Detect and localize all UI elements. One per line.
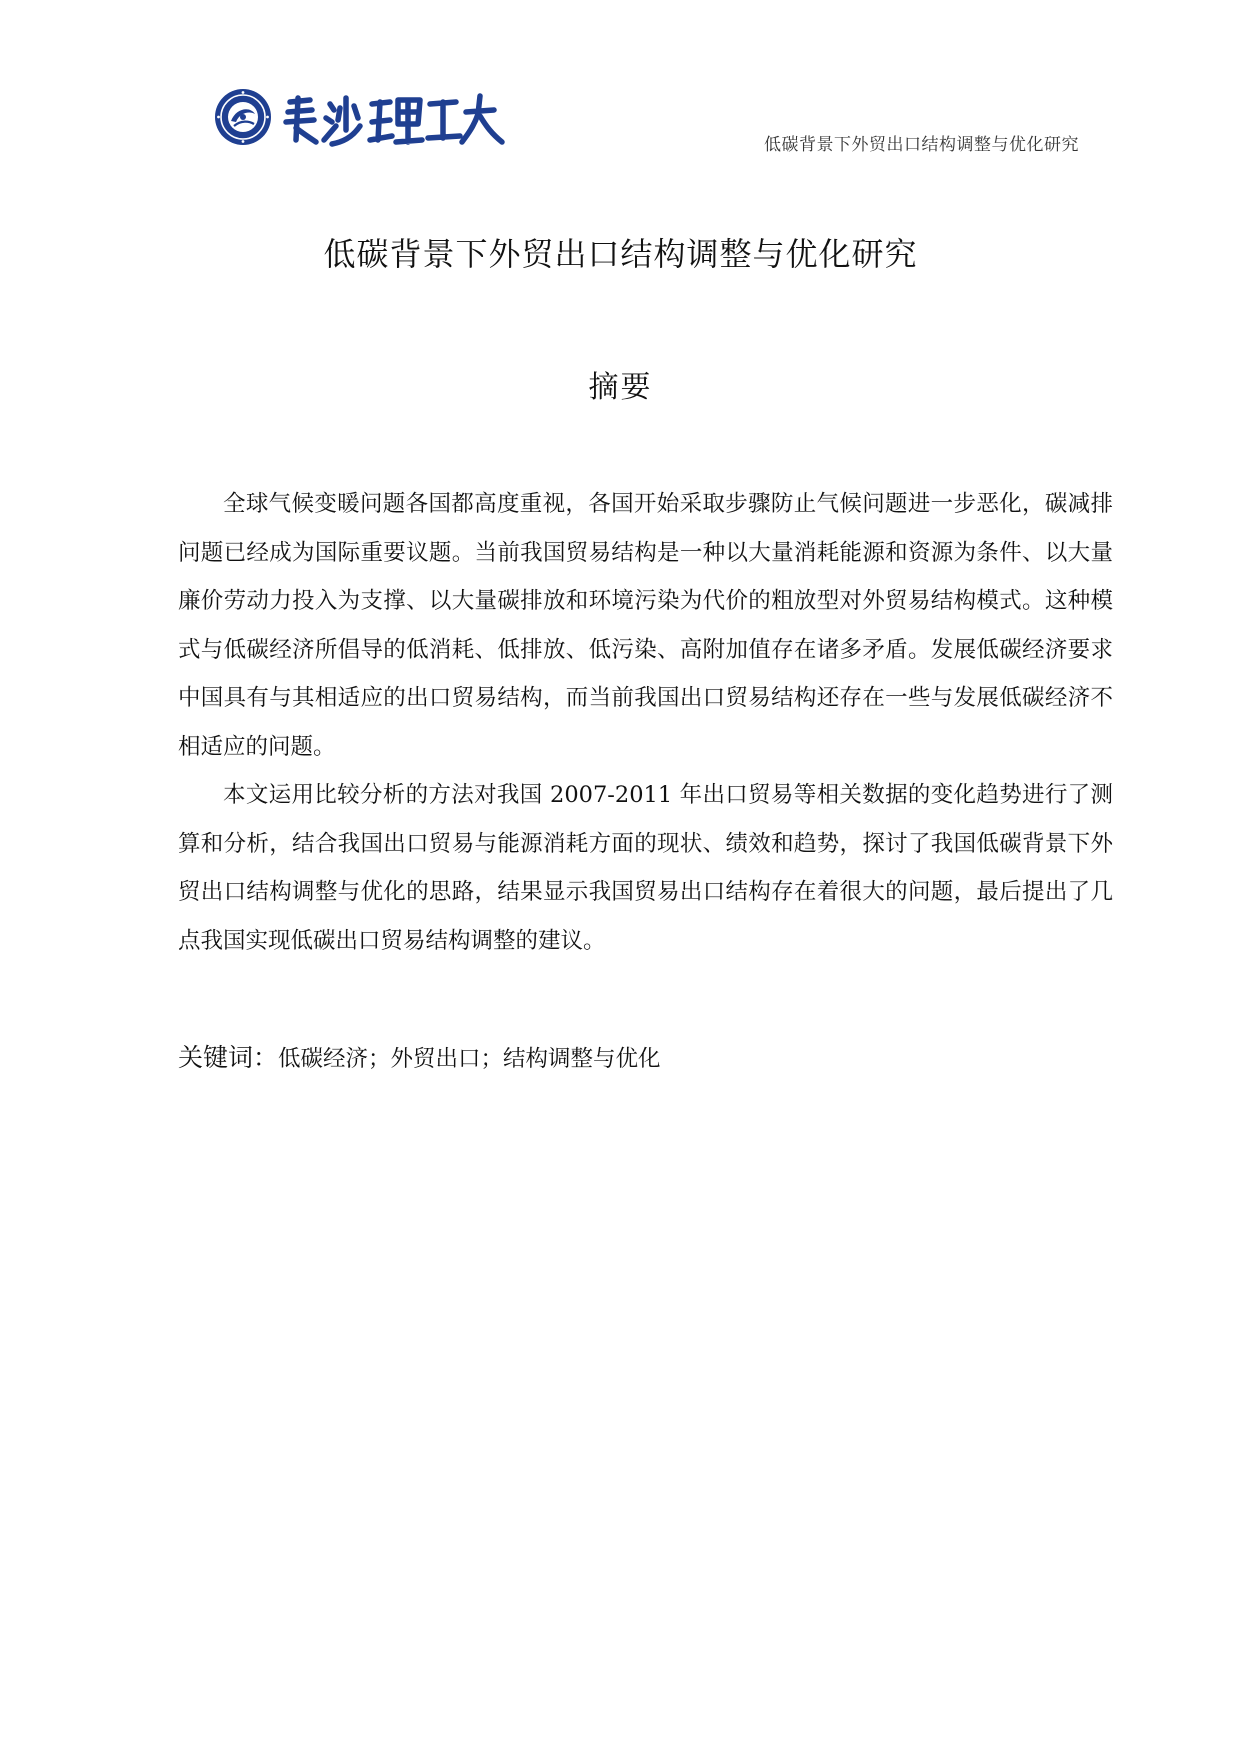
abstract-body — [178, 480, 1113, 965]
abstract-heading: 摘要 — [588, 370, 653, 405]
page-header — [0, 0, 1241, 170]
running-head: 低碳背景下外贸出口结构调整与优化研究 — [764, 135, 1079, 155]
university-seal-icon — [214, 88, 272, 146]
keywords-label: 关键词： — [178, 1043, 279, 1072]
university-logo — [214, 88, 514, 154]
abstract-paragraph-2: 本文运用比较分析的方法对我国 2007-2011 年出口贸易等相关数据的变化趋势进行了测算和分析，结合我国出口贸易与能源消耗方面的现状、绩效和趋势，探讨了我国低碳背景下外贸出口结构调整与优化的思路，结果显示我国贸易出口结构存在着很大的问题，最后提出了几点我国实现低碳出口贸易结构调整的建议。 — [178, 782, 1113, 954]
keywords-list: 低碳经济；外贸出口；结构调整与优化 — [278, 1046, 661, 1072]
university-name-wordmark — [280, 90, 510, 150]
keywords-line — [178, 1038, 1113, 1079]
abstract-paragraph-1: 全球气候变暖问题各国都高度重视，各国开始采取步骤防止气候问题进一步恶化，碳减排问题已经成为国际重要议题。当前我国贸易结构是一种以大量消耗能源和资源为条件、以大量廉价劳动力投入为支撑、以大量碳排放和环境污染为代价的粗放型对外贸易结构模式。这种模式与低碳经济所倡导的低消耗、低排放、低污染、高附加值存在诸多矛盾。发展低碳经济要求中国具有与其相适应的出口贸易结构，而当前我国出口贸易结构还存在一些与发展低碳经济不相适应的问题。 — [178, 491, 1113, 760]
paper-title: 低碳背景下外贸出口结构调整与优化研究 — [323, 235, 918, 273]
